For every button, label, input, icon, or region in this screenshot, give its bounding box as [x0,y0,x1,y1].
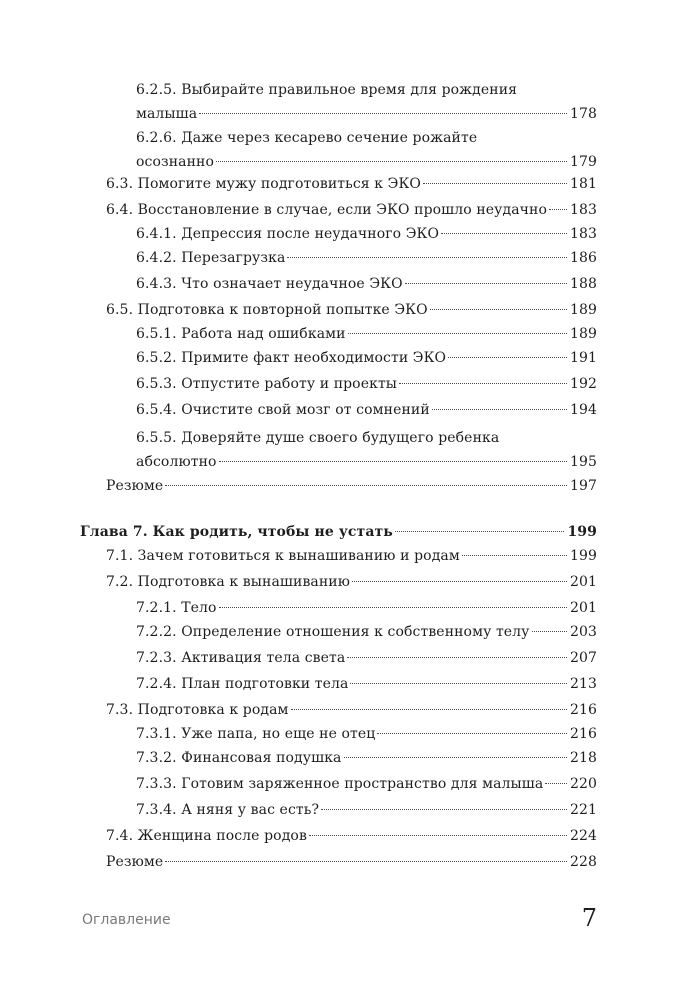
toc-entry-title: Резюме [106,854,164,870]
toc-entry-row [106,850,597,874]
toc-page-number: 183 [569,202,597,218]
toc-entry-row [136,246,597,270]
toc-entry [106,298,597,322]
toc-entry-title: 7.2. Подготовка к вынашиванию [106,574,351,590]
toc-page-number: 220 [569,776,597,792]
toc-page-number: 197 [569,478,597,494]
toc-page-number: 189 [569,326,597,342]
toc-entry-title: 7.4. Женщина после родов [106,828,307,844]
page-number: 7 [581,904,597,932]
toc-page-number: 191 [569,350,597,366]
dot-leader [219,607,567,608]
toc-page-number: 213 [569,676,597,692]
dot-leader [348,333,567,334]
toc-entry [136,746,597,770]
toc-entry [136,246,597,270]
dot-leader [287,257,567,258]
toc-entry [136,646,597,670]
toc-entry [106,198,597,222]
toc-page-number: 179 [569,154,597,170]
toc-page-number: 195 [569,454,597,470]
toc-page-number: 207 [569,650,597,666]
toc-entry [136,672,597,696]
toc-entry-row [136,346,597,370]
toc-page-number: 203 [569,624,597,640]
toc-page-number: 224 [569,828,597,844]
toc-entry-title: 6.5.2. Примите факт необходимости ЭКО [136,350,447,366]
toc-entry [136,772,597,796]
dot-leader [545,783,567,784]
toc-entry-row [106,570,597,594]
toc-entry-row [106,824,597,848]
toc-entry-title: 6.4.3. Что означает неудачное ЭКО [136,276,403,292]
toc-entry [136,222,597,246]
toc-entry-row [106,544,597,568]
toc-entry-row [136,772,597,796]
toc-entry [136,346,597,370]
toc-entry-row [136,620,597,644]
toc-entry-row [106,698,597,722]
running-footer-label: Оглавление [82,912,171,928]
toc-page-number: 194 [569,402,597,418]
toc-entry [106,544,597,568]
toc-page-number: 178 [569,106,597,122]
dot-leader [532,631,567,632]
toc-page-number: 199 [569,548,597,564]
toc-entry-title: 7.3.1. Уже папа, но еще не отец [136,726,376,742]
toc-entry-title: 7.2.4. План подготовки тела [136,676,349,692]
toc-entry-row [136,722,597,746]
toc-entry [136,426,597,474]
dot-leader [352,581,567,582]
toc-entry-row [136,746,597,770]
toc-page-number: 218 [569,750,597,766]
dot-leader [462,555,567,556]
toc-entry-row [136,272,597,296]
toc-entry-row [136,596,597,620]
toc-entry-row [106,474,597,498]
toc-entry-title-continued: абсолютно [136,454,217,470]
toc-entry-row [106,298,597,322]
dot-leader [291,709,567,710]
toc-entry-row [106,172,597,196]
toc-entry [106,850,597,874]
toc-entry [136,372,597,396]
toc-page-number: 189 [569,302,597,318]
toc-page-number: 216 [569,702,597,718]
dot-leader [309,835,567,836]
toc-page-number: 201 [569,574,597,590]
toc-entry-row [136,222,597,246]
toc-entry-title-continued: малыша [136,106,198,122]
toc-entry-title: 7.3. Подготовка к родам [106,702,289,718]
toc-entry-row [136,798,597,822]
toc-entry-title: 6.4.1. Депрессия после неудачного ЭКО [136,226,440,242]
toc-entry-row [136,322,597,346]
toc-entry-row [136,102,597,126]
toc-entry-title: 6.5.4. Очистите свой мозг от сомнений [136,402,430,418]
toc-page-number: 186 [569,250,597,266]
toc-entry-title: Резюме [106,478,164,494]
dot-leader [165,861,567,862]
toc-entry-title: 6.4.2. Перезагрузка [136,250,286,266]
toc-entry-row [106,198,597,222]
toc-entry [106,570,597,594]
dot-leader [347,657,567,658]
toc-entry [136,398,597,422]
toc-entry [136,798,597,822]
toc-entry-title: 6.5.3. Отпустите работу и проекты [136,376,398,392]
toc-entry [106,698,597,722]
toc-page-number: 199 [567,524,597,540]
toc-entry-row [136,450,597,474]
toc-entry [136,596,597,620]
toc-page-number: 181 [569,176,597,192]
toc-page-number: 183 [569,226,597,242]
toc-entry-title: 7.3.2. Финансовая подушка [136,750,342,766]
toc-entry-title: 6.4. Восстановление в случае, если ЭКО прошло неудачно [106,202,547,218]
dot-leader [549,209,567,210]
toc-entry-title: 7.3.3. Готовим заряженное пространство для малыша [136,776,544,792]
toc-page-number: 188 [569,276,597,292]
dot-leader [448,357,567,358]
toc-entry [136,322,597,346]
dot-leader [377,733,567,734]
toc-entry-title-continued: осознанно [136,154,215,170]
dot-leader [199,113,567,114]
toc-entry-title: Глава 7. Как родить, чтобы не устать [80,524,393,540]
toc-page-number: 216 [569,726,597,742]
toc-entry-row [136,372,597,396]
toc-entry-title: 7.3.4. А няня у вас есть? [136,802,320,818]
toc-entry-title: 7.2.1. Тело [136,600,217,616]
toc-entry-title: 7.1. Зачем готовиться к вынашиванию и родам [106,548,460,564]
toc-entry [136,722,597,746]
dot-leader [405,283,567,284]
toc-entry-row [80,520,597,544]
dot-leader [216,161,567,162]
dot-leader [165,485,567,486]
dot-leader [423,183,567,184]
toc-page-number: 192 [569,376,597,392]
toc-entry-title: 6.2.6. Даже через кесарево сечение рожайте [136,130,478,146]
dot-leader [432,409,567,410]
toc-entry [136,126,597,174]
toc-page-number: 228 [569,854,597,870]
toc-entry-row [136,646,597,670]
dot-leader [430,309,567,310]
dot-leader [219,461,567,462]
toc-entry [136,620,597,644]
toc-entry [136,272,597,296]
toc-page-number: 201 [569,600,597,616]
toc-entry [106,824,597,848]
dot-leader [441,233,567,234]
toc-entry-title: 7.2.3. Активация тела света [136,650,346,666]
toc-entry [106,474,597,498]
toc-entry-title: 6.5.5. Доверяйте душе своего будущего ребенка [136,430,500,446]
toc-entry [136,78,597,126]
dot-leader [350,683,567,684]
dot-leader [344,757,567,758]
toc-chapter-entry [80,520,597,544]
toc-entry-title: 7.2.2. Определение отношения к собственному телу [136,624,530,640]
toc-entry-title: 6.5. Подготовка к повторной попытке ЭКО [106,302,428,318]
toc-entry-row [136,398,597,422]
dot-leader [399,383,567,384]
dot-leader [321,809,567,810]
toc-entry-title: 6.3. Помогите мужу подготовиться к ЭКО [106,176,422,192]
toc-entry-row [136,150,597,174]
toc-entry-title: 6.2.5. Выбирайте правильное время для рождения [136,82,518,98]
toc-page-number: 221 [569,802,597,818]
dot-leader [395,531,565,532]
toc-entry-row [136,672,597,696]
toc-entry-title: 6.5.1. Работа над ошибками [136,326,346,342]
toc-entry [106,172,597,196]
